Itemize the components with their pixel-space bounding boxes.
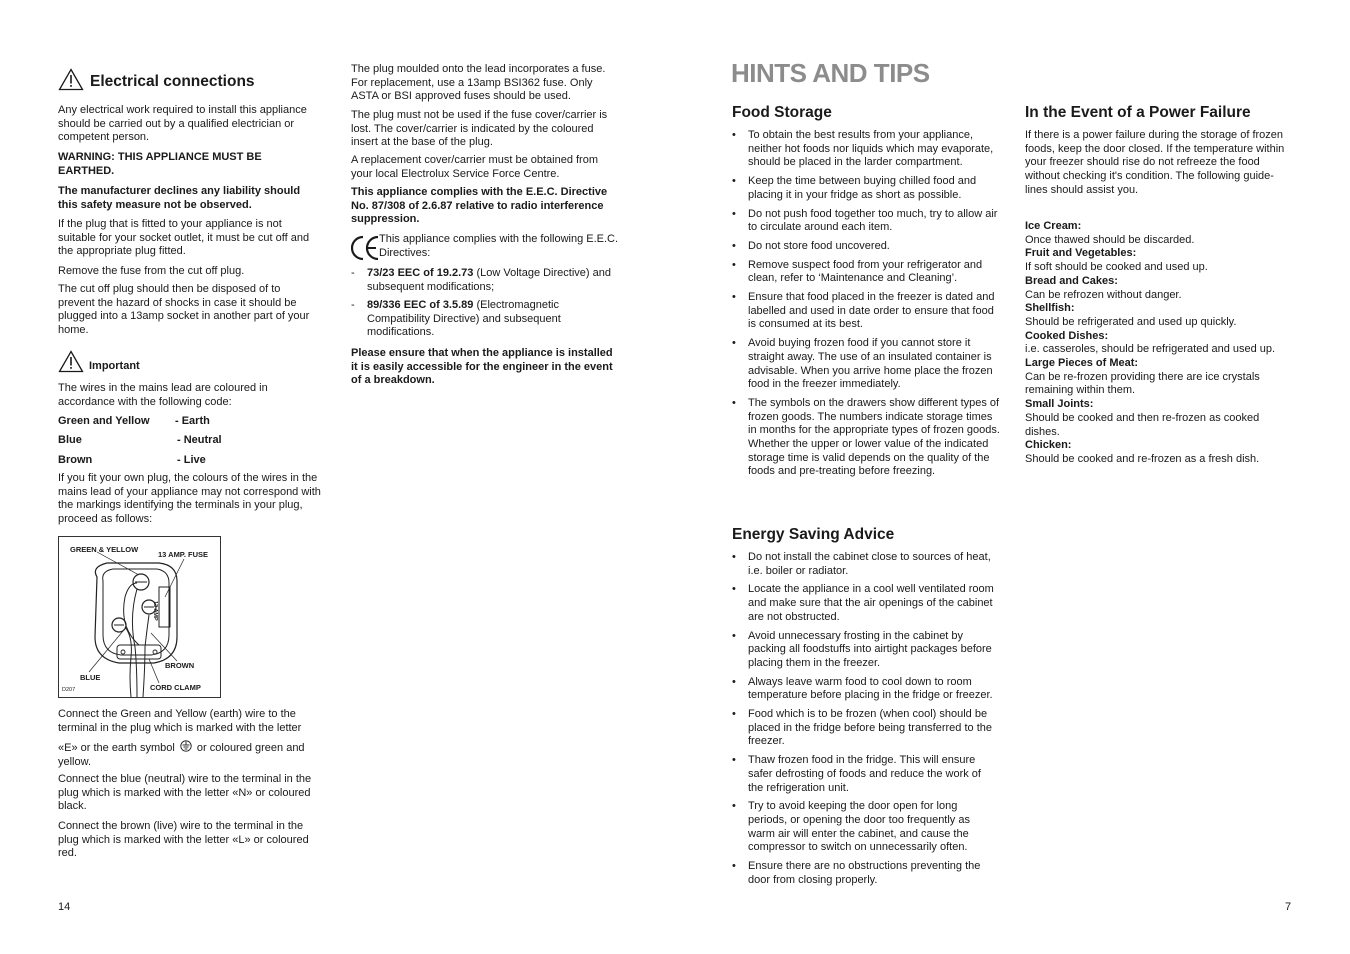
earth-symbol-icon: [180, 740, 192, 752]
guideline-text: Should be cooked and re-frozen as a fresh dish.: [1025, 452, 1260, 465]
wire-colour: Brown: [58, 454, 93, 466]
list-item: • Do not store food uncovered.: [732, 240, 1000, 254]
blue-wire-instruction: Connect the blue (neutral) wire to the terminal in the plug which is marked with the letter «N» or coloured black.: [58, 773, 312, 813]
list-item: • Do not install the cabinet close to sources of heat, i.e. boiler or radiator.: [732, 551, 996, 578]
table-row: [58, 453, 222, 473]
guideline-text: i.e. casseroles, should be refrigerated and used up.: [1025, 343, 1276, 356]
page-number-left: 14: [58, 901, 71, 913]
guideline-label: Ice Cream:: [1025, 220, 1082, 232]
directive-description: (Electromagnetic Compatibility Directive) and subsequent modifications.: [367, 299, 561, 339]
electrical-connections-heading: Electrical connections: [90, 73, 255, 90]
table-row: [58, 434, 222, 453]
energy-saving-list: [732, 551, 996, 887]
plug-unsuitable-paragraph: If the plug that is fitted to your appliance is not suitable for your socket outlet, it must be cut off and the appropriate plug fitted.: [58, 218, 310, 258]
wire-colour-table: [58, 415, 222, 473]
wire-meaning: - Live: [177, 454, 206, 466]
warning-triangle-icon: [58, 350, 84, 373]
list-item: • Keep the time between buying chilled food and placing it in your fridge as short as possible.: [732, 175, 1000, 202]
wire-colour: Blue: [58, 434, 82, 446]
directive-item: [351, 267, 619, 294]
list-item: • Do not push food together too much, try to allow air to circulate around each item.: [732, 208, 1000, 235]
wire-meaning: - Neutral: [177, 434, 222, 446]
important-header: [58, 350, 140, 373]
eec-directive-paragraph: This appliance complies with the E.E.C. Directive No. 87/308 of 2.6.87 relative to radio interference suppression.: [351, 186, 608, 226]
electrical-header: [58, 68, 255, 91]
page-title: HINTS AND TIPS: [731, 58, 930, 88]
dispose-plug-paragraph: The cut off plug should then be disposed of to prevent the hazard of shocks in case it should be plugged into a 13amp socket in another part of your home.: [58, 283, 310, 337]
label-brown: BROWN: [165, 661, 195, 670]
power-failure-intro: If there is a power failure during the storage of frozen foods, keep the door closed. If the temperature within your freezer should rise do not refreeze the food without checking it's condition. The following guide-lines should assist you.: [1025, 129, 1285, 196]
power-failure-heading: In the Event of a Power Failure: [1025, 104, 1251, 121]
earth-symbol-line: [58, 740, 320, 769]
wire-meaning: - Earth: [175, 415, 210, 427]
guideline-label: Large Pieces of Meat:: [1025, 357, 1139, 370]
list-item: • Try to avoid keeping the door open for long periods, or opening the door too frequently as warm air will enter the cabinet, and cause the compressor to switch on unnecessarily often.: [732, 800, 996, 855]
own-plug-paragraph: If you fit your own plug, the colours of the wires in the mains lead of your appliance may not correspond with the markings identifying the terminals in your plug, proceed as follows:: [58, 472, 321, 526]
guideline-text: Should be refrigerated and used up quickly.: [1025, 315, 1237, 328]
directive-number: 73/23 EEC of 19.2.73: [367, 267, 474, 279]
warning-triangle-icon: [58, 68, 84, 91]
ce-mark-icon: [351, 234, 381, 262]
fuse-paragraph: The plug moulded onto the lead incorporates a fuse. For replacement, use a 13amp BSI362 fuse. Only ASTA or BSI approved fuses should be used.: [351, 63, 606, 103]
fuse-cover-paragraph: The plug must not be used if the fuse cover/carrier is lost. The cover/carrier is indicated by the coloured insert at the base of the plug.: [351, 109, 608, 149]
plug-wiring-diagram: [58, 536, 221, 698]
guideline-text: Can be refrozen without danger.: [1025, 288, 1182, 301]
page-number-right: 7: [1285, 901, 1292, 913]
guideline-label: Cooked Dishes:: [1025, 329, 1109, 342]
guideline-text: Can be re-frozen providing there are ice crystals remaining within them.: [1025, 370, 1260, 397]
list-item: • Avoid buying frozen food if you cannot store it straight away. The use of an insulated container is advisable. When you arrive home place the frozen food in the freezer immediately.: [732, 337, 1000, 392]
important-heading: Important: [89, 360, 140, 372]
label-blue: BLUE: [80, 673, 101, 682]
earth-symbol-pre-text: «E» or the earth symbol: [58, 742, 175, 754]
guideline-label: Fruit and Vegetables:: [1025, 247, 1137, 260]
list-item: • Avoid unnecessary frosting in the cabinet by packing all foodstuffs into airtight packages before placing them in the freezer.: [732, 630, 996, 671]
wire-colour-intro: The wires in the mains lead are coloured in accordance with the following code:: [58, 382, 268, 408]
guideline-text: Should be cooked and then re-frozen as cooked dishes.: [1025, 411, 1260, 438]
accessibility-notice: Please ensure that when the appliance is installed it is easily accessible for the engineer in the event of a breakdown.: [351, 347, 613, 387]
diagram-code: D207: [62, 687, 76, 693]
ce-text: This appliance complies with the following E.E.C. Directives:: [379, 233, 619, 259]
wire-colour: Green and Yellow: [58, 415, 150, 427]
guideline-text: If soft should be cooked and used up.: [1025, 261, 1208, 274]
replacement-cover-paragraph: A replacement cover/carrier must be obtained from your local Electrolux Service Force Centre.: [351, 154, 599, 180]
label-green-yellow: GREEN & YELLOW: [70, 545, 139, 554]
guideline-label: Chicken:: [1025, 439, 1072, 452]
energy-saving-heading: Energy Saving Advice: [732, 526, 895, 543]
intro-paragraph: Any electrical work required to install this appliance should be carried out by a qualified electrician or competent person.: [58, 104, 307, 144]
directive-description: (Low Voltage Directive) and subsequent modifications;: [367, 267, 611, 293]
guideline-label: Shellfish:: [1025, 302, 1075, 315]
label-fuse-side: 13 AMP: [152, 601, 158, 621]
label-13-amp-fuse: 13 AMP. FUSE: [158, 550, 209, 559]
directive-item: [351, 299, 619, 340]
guideline-label: Small Joints:: [1025, 398, 1094, 411]
remove-fuse-paragraph: Remove the fuse from the cut off plug.: [58, 265, 245, 277]
food-storage-heading: Food Storage: [732, 104, 832, 121]
earth-warning: WARNING: THIS APPLIANCE MUST BE EARTHED.: [58, 151, 262, 177]
list-item: • The symbols on the drawers show different types of frozen goods. The numbers indicate storage times in months for the appropriate types of frozen goods. Whether the upper or lower value of the indicated storage time is valid depends on the quality of the foods and pre-treating before freezing.: [732, 397, 1000, 479]
list-item: • Food which is to be frozen (when cool) should be placed in the fridge before being transferred to the freezer.: [732, 708, 996, 749]
label-cord-clamp: CORD CLAMP: [150, 683, 201, 692]
list-item: • Always leave warm food to cool down to room temperature before placing in the fridge or freezer.: [732, 676, 996, 703]
ce-compliance: [351, 233, 619, 260]
brown-wire-instruction: Connect the brown (live) wire to the terminal in the plug which is marked with the letter «L» or coloured red.: [58, 820, 309, 860]
directive-number: 89/336 EEC of 3.5.89: [367, 299, 474, 311]
list-item: • Locate the appliance in a cool well ventilated room and make sure that the air openings of the cabinet are not obstructed.: [732, 583, 996, 624]
power-failure-guidelines: [1025, 220, 1295, 467]
list-item: • To obtain the best results from your appliance, neither hot foods nor liquids which may evaporate, should be placed in the larder compartment.: [732, 129, 1000, 170]
guideline-text: Once thawed should be discarded.: [1025, 233, 1195, 246]
list-item: • Ensure there are no obstructions preventing the door from closing properly.: [732, 860, 996, 887]
table-row: [58, 415, 222, 434]
list-item: • Thaw frozen food in the fridge. This will ensure safer defrosting of foods and reduce the work of the refrigeration unit.: [732, 754, 996, 795]
list-item: • Remove suspect food from your refrigerator and clean, refer to ‘Maintenance and Cleaning’.: [732, 259, 1000, 286]
list-item: • Ensure that food placed in the freezer is dated and labelled and used in date order to ensure that food is consumed at its best.: [732, 291, 1000, 332]
guideline-label: Bread and Cakes:: [1025, 274, 1118, 287]
green-yellow-instruction: Connect the Green and Yellow (earth) wire to the terminal in the plug which is marked with the letter: [58, 708, 302, 734]
liability-notice: The manufacturer declines any liability should this safety measure not be observed.: [58, 185, 301, 211]
earth-symbol-post-text: or coloured green and yellow.: [58, 742, 305, 768]
food-storage-list: [732, 129, 1000, 479]
